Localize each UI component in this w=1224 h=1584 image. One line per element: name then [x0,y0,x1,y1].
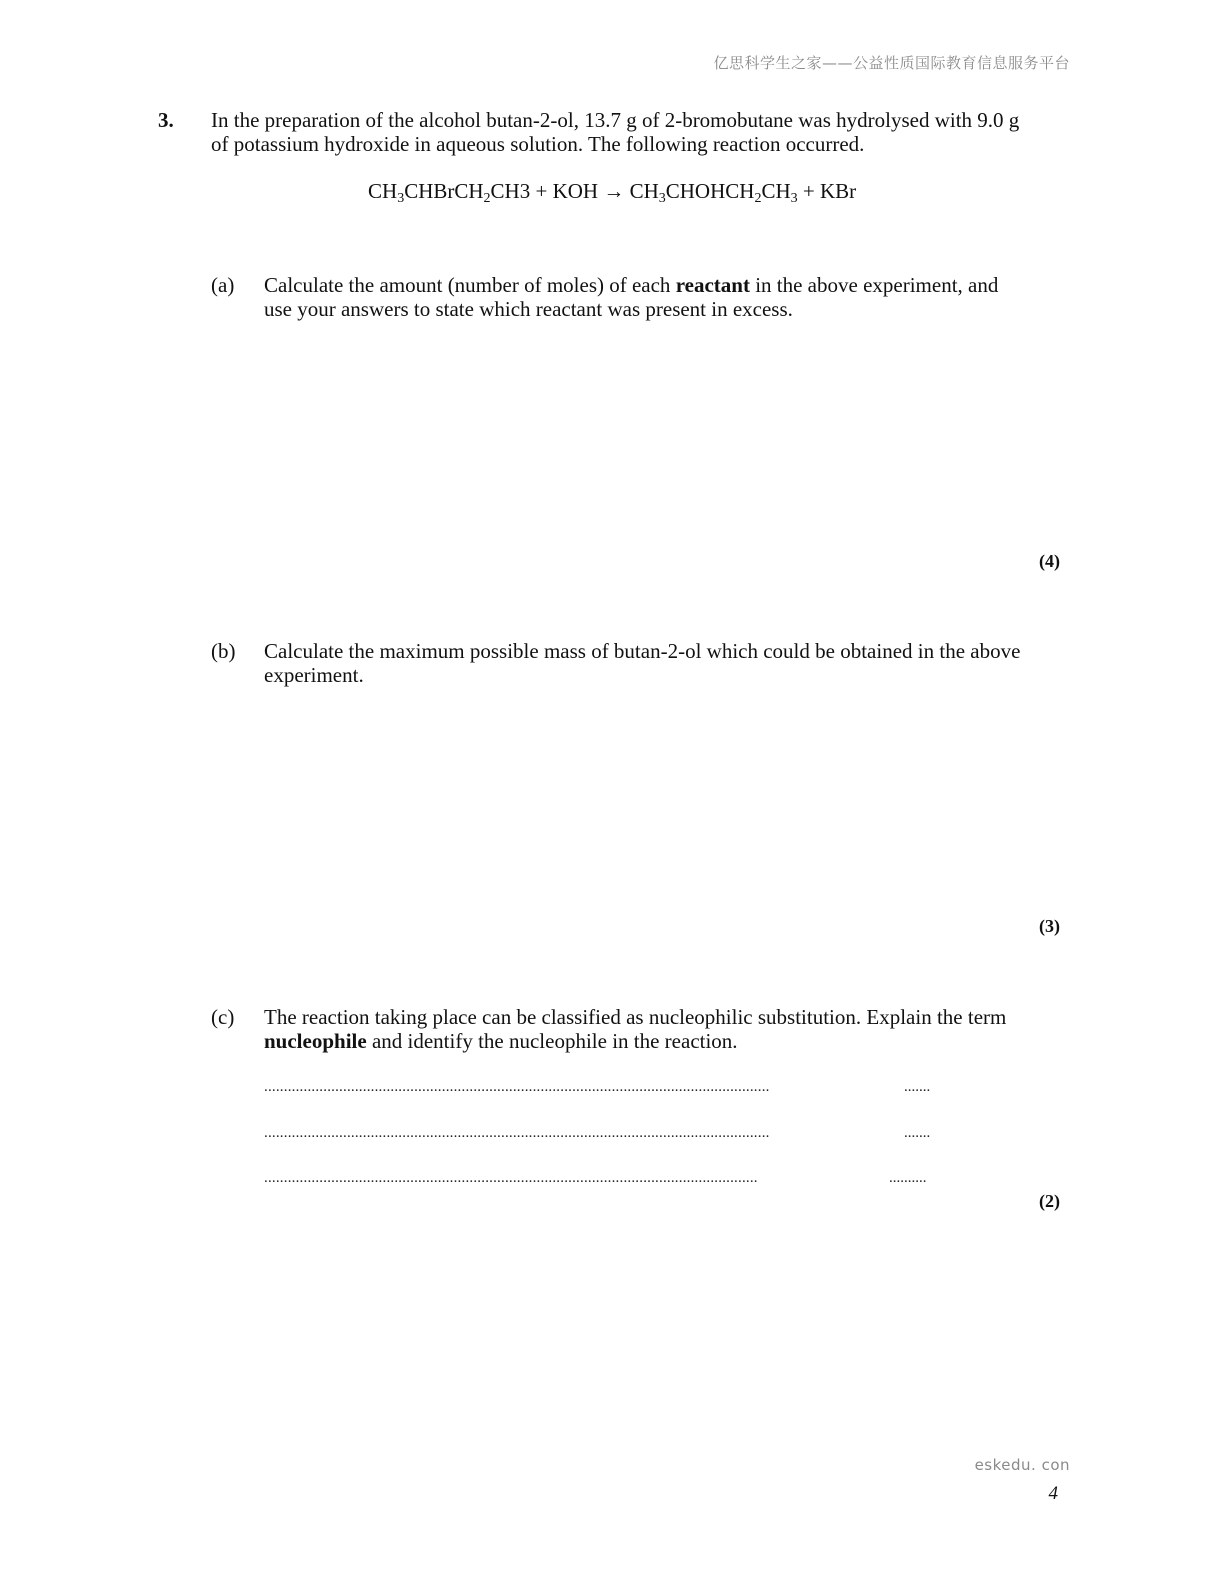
stem-line-2: of potassium hydroxide in aqueous solution. The following reaction occurred. [211,132,865,156]
answer-line-3[interactable]: ............................................................................................................................. [264,1170,758,1186]
part-c-line-2: nucleophile and identify the nucleophile in the reaction. [264,1029,738,1053]
part-c-text [264,1005,1024,1053]
page-number: 4 [1048,1483,1058,1504]
question-stem [211,108,1031,156]
part-a-text [264,273,1024,321]
part-a-marks: (4) [1039,551,1060,571]
answer-line-3-end: .......... [889,1170,927,1186]
part-b-line-1: Calculate the maximum possible mass of butan-2-ol which could be obtained in the above [264,639,1021,663]
keyword-nucleophile: nucleophile [264,1029,367,1053]
part-b-line-2: experiment. [264,663,364,687]
part-a-line-1: Calculate the amount (number of moles) of each reactant in the above experiment, and [264,273,999,297]
part-c-marks: (2) [1039,1191,1060,1211]
answer-line-1-end: ....... [904,1079,931,1095]
header-watermark: 亿思科学生之家——公益性质国际教育信息服务平台 [713,54,1070,72]
answer-line-2-end: ....... [904,1125,931,1141]
reaction-arrow: → [603,179,625,203]
part-b-text [264,639,1024,687]
question-number: 3. [158,108,174,132]
footer-site-watermark: eskedu. con [974,1456,1070,1474]
part-c-label: (c) [211,1005,235,1029]
part-b-label: (b) [211,639,236,663]
part-a-label: (a) [211,273,235,297]
part-b-marks: (3) [1039,916,1060,936]
stem-line-1: In the preparation of the alcohol butan-2-ol, 13.7 g of 2-bromobutane was hydrolysed with 9.0 g [211,108,1020,132]
answer-line-1[interactable]: ................................................................................................................................ [264,1079,770,1095]
answer-line-2[interactable]: ................................................................................................................................ [264,1125,770,1141]
part-c-line-1: The reaction taking place can be classified as nucleophilic substitution. Explain the term [264,1005,1007,1029]
part-a-line-2: use your answers to state which reactant was present in excess. [264,297,793,321]
reaction-equation: $CH_3CHBrCH_2CH3$ + KOH → $CH_3CHOHCH_2CH_3$ + KBr [368,179,857,206]
keyword-reactant: reactant [675,273,750,297]
